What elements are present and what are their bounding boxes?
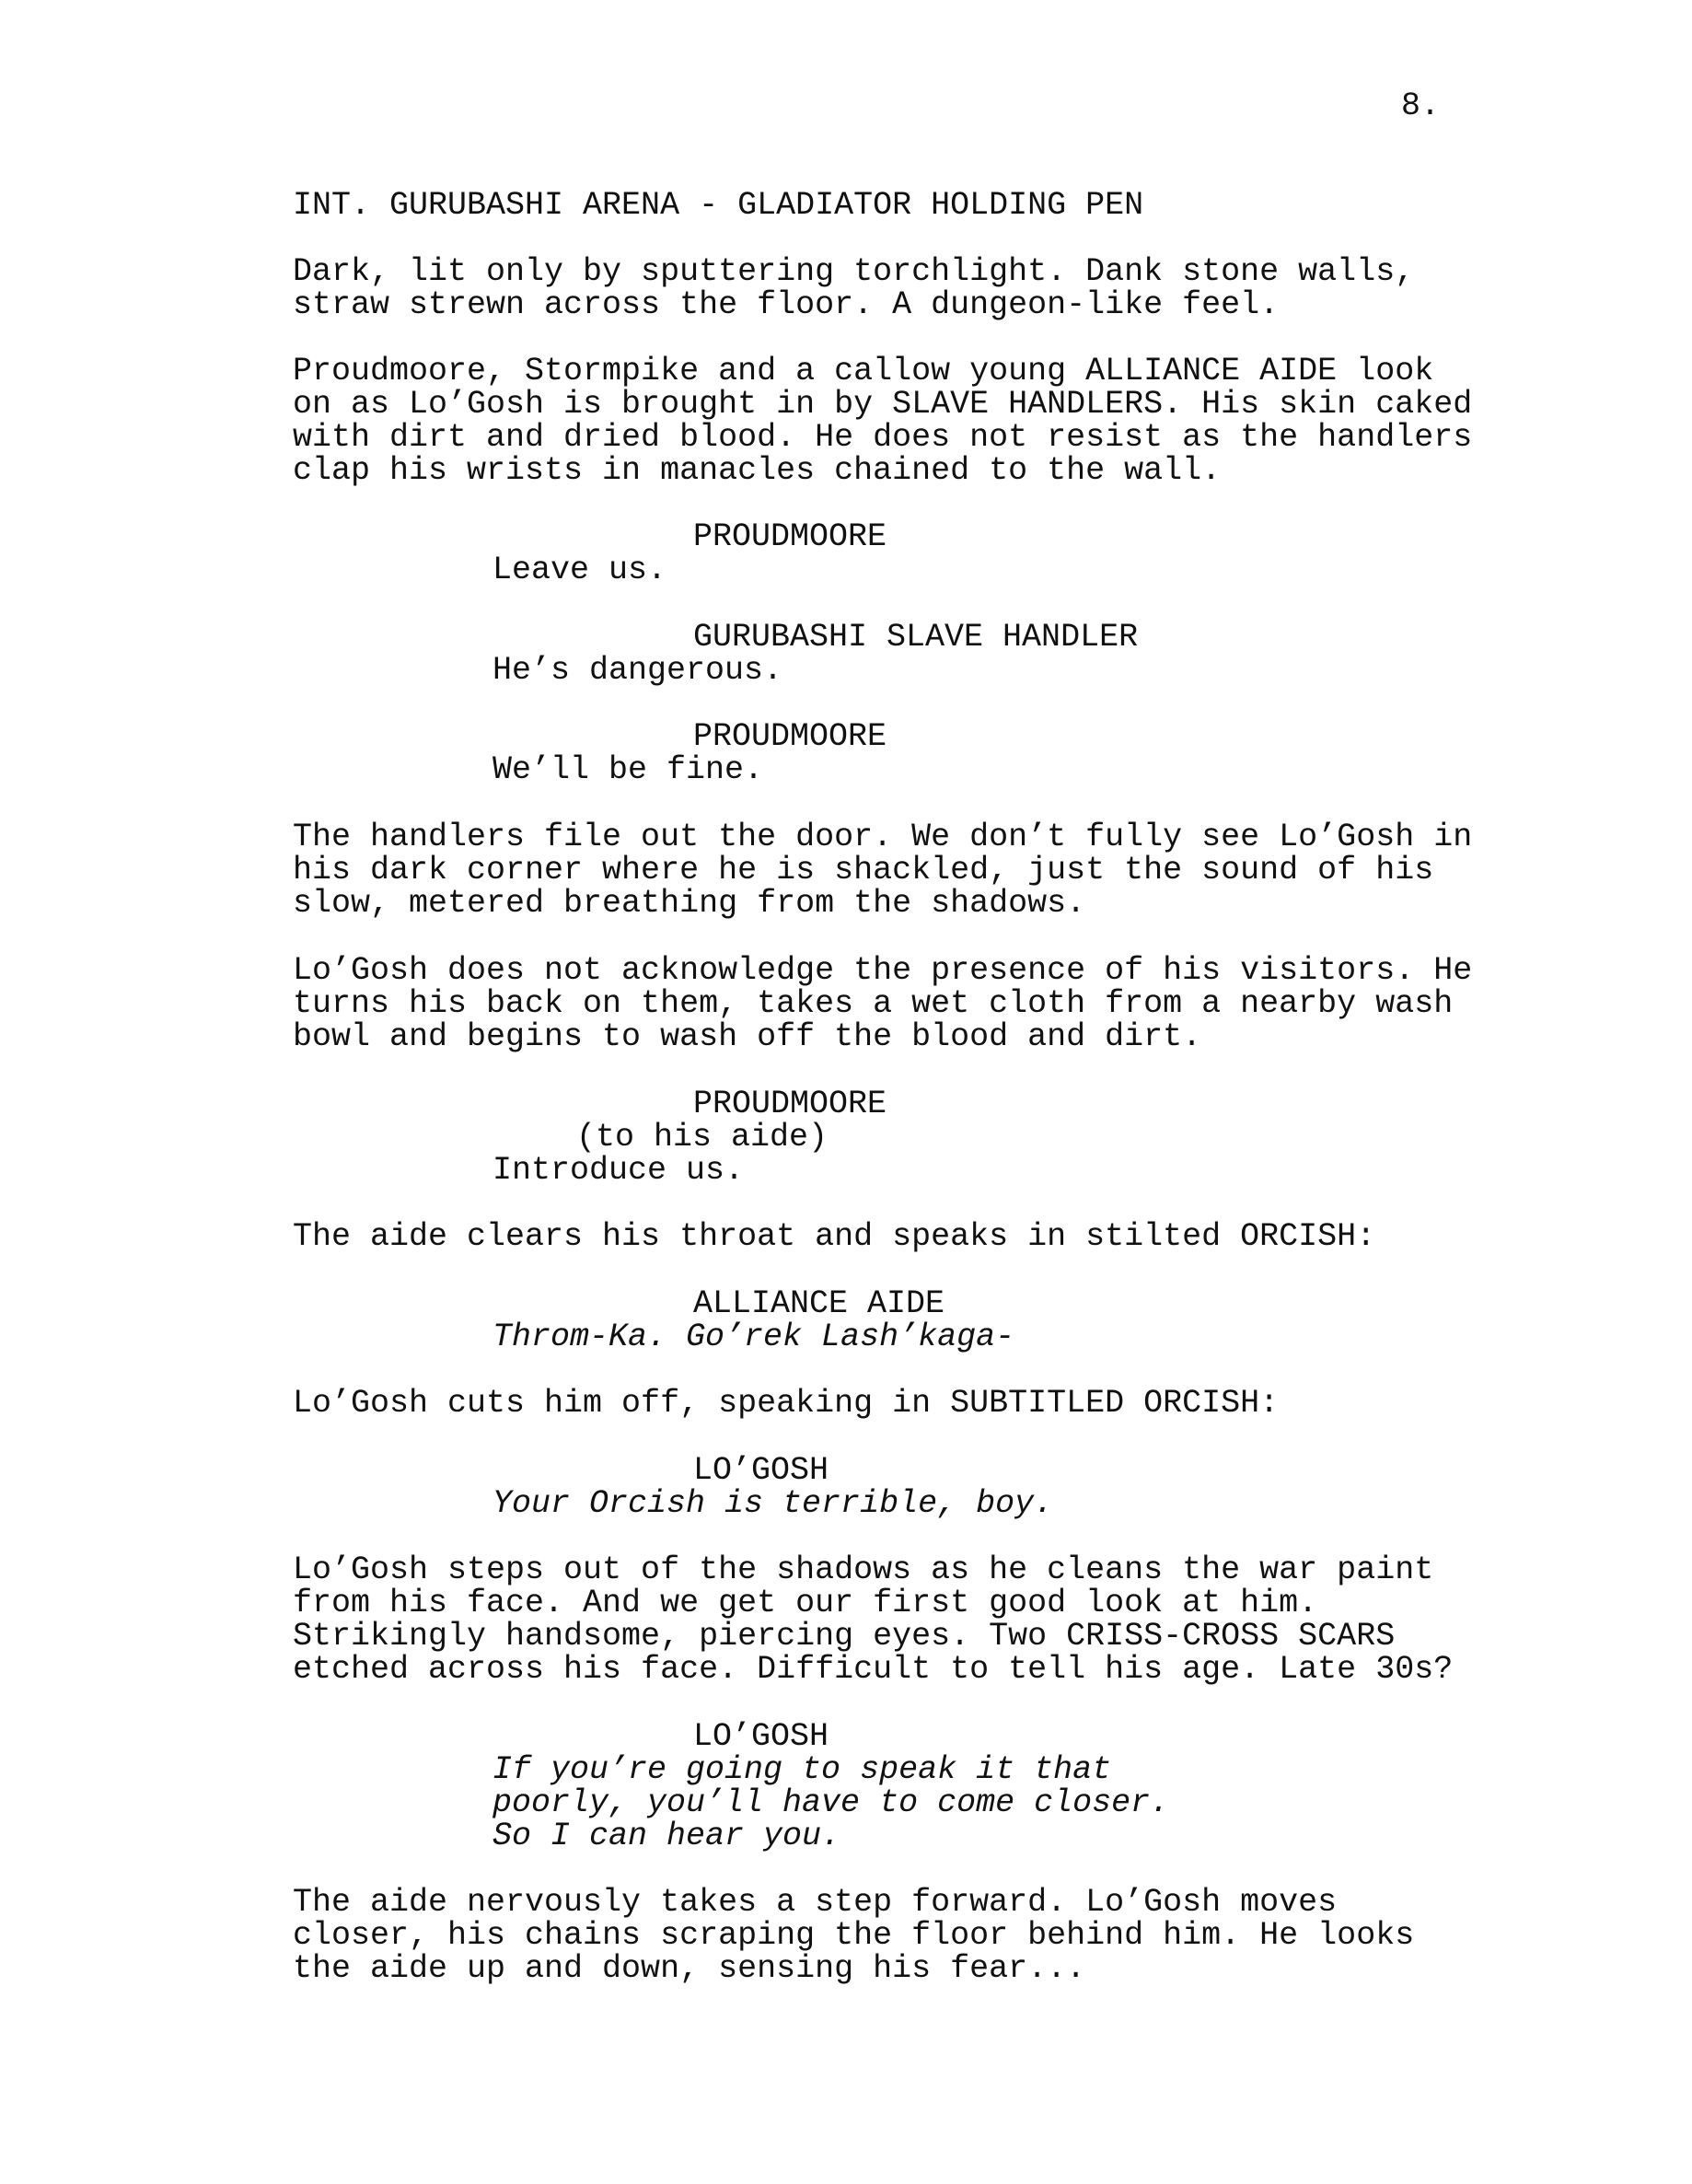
action-line: the aide up and down, sensing his fear... <box>293 1950 1086 1987</box>
action-line: turns his back on them, takes a wet cloth from a nearby wash <box>293 985 1454 1022</box>
dialogue-line: We’ll be fine. <box>493 751 764 788</box>
dialogue-line: So I can hear you. <box>493 1818 841 1854</box>
dialogue-line: Introduce us. <box>493 1152 745 1189</box>
action-line: on as Lo’Gosh is brought in by SLAVE HANDLERS. His skin caked <box>293 386 1473 423</box>
scene-heading: INT. GURUBASHI ARENA - GLADIATOR HOLDING PEN <box>293 187 1144 224</box>
action-line: straw strewn across the floor. A dungeon-like feel. <box>293 286 1280 323</box>
action-line: Proudmoore, Stormpike and a callow young ALLIANCE AIDE look <box>293 353 1434 389</box>
action-line: Lo’Gosh cuts him off, speaking in SUBTITLED ORCISH: <box>293 1385 1280 1422</box>
action-line: his dark corner where he is shackled, just the sound of his <box>293 852 1434 889</box>
dialogue-line: If you’re going to speak it that <box>493 1751 1112 1788</box>
character-cue: PROUDMOORE <box>693 518 887 555</box>
page-number: 8. <box>1401 87 1441 124</box>
dialogue-line: Leave us. <box>493 552 667 588</box>
action-line: Dark, lit only by sputtering torchlight. Dank stone walls, <box>293 253 1415 290</box>
character-cue: LO’GOSH <box>693 1718 829 1755</box>
action-line: etched across his face. Difficult to tell his age. Late 30s? <box>293 1651 1454 1688</box>
character-cue: PROUDMOORE <box>693 718 887 755</box>
action-line: The aide clears his throat and speaks in stilted ORCISH: <box>293 1218 1376 1255</box>
action-line: from his face. And we get our first good look at him. <box>293 1585 1318 1621</box>
action-line: with dirt and dried blood. He does not resist as the handlers <box>293 419 1473 456</box>
dialogue-line: He’s dangerous. <box>493 652 783 689</box>
action-line: The handlers file out the door. We don’t fully see Lo’Gosh in <box>293 819 1473 855</box>
action-line: slow, metered breathing from the shadows. <box>293 885 1086 922</box>
parenthetical: (to his aide) <box>576 1119 829 1156</box>
character-cue: LO’GOSH <box>693 1452 829 1489</box>
action-line: The aide nervously takes a step forward. Lo’Gosh moves <box>293 1884 1338 1921</box>
action-line: clap his wrists in manacles chained to the wall. <box>293 452 1222 489</box>
dialogue-line: Throm-Ka. Go’rek Lash’kaga- <box>493 1319 1015 1355</box>
dialogue-line: poorly, you’ll have to come closer. <box>493 1784 1170 1821</box>
character-cue: ALLIANCE AIDE <box>693 1285 945 1322</box>
action-line: bowl and begins to wash off the blood and dirt. <box>293 1018 1202 1055</box>
character-cue: PROUDMOORE <box>693 1086 887 1122</box>
dialogue-line: Your Orcish is terrible, boy. <box>493 1485 1054 1522</box>
action-line: closer, his chains scraping the floor behind him. He looks <box>293 1917 1415 1954</box>
character-cue: GURUBASHI SLAVE HANDLER <box>693 619 1139 656</box>
action-line: Lo’Gosh steps out of the shadows as he cleans the war paint <box>293 1551 1434 1588</box>
action-line: Strikingly handsome, piercing eyes. Two CRISS-CROSS SCARS <box>293 1618 1396 1655</box>
action-line: Lo’Gosh does not acknowledge the presence of his visitors. He <box>293 952 1473 989</box>
